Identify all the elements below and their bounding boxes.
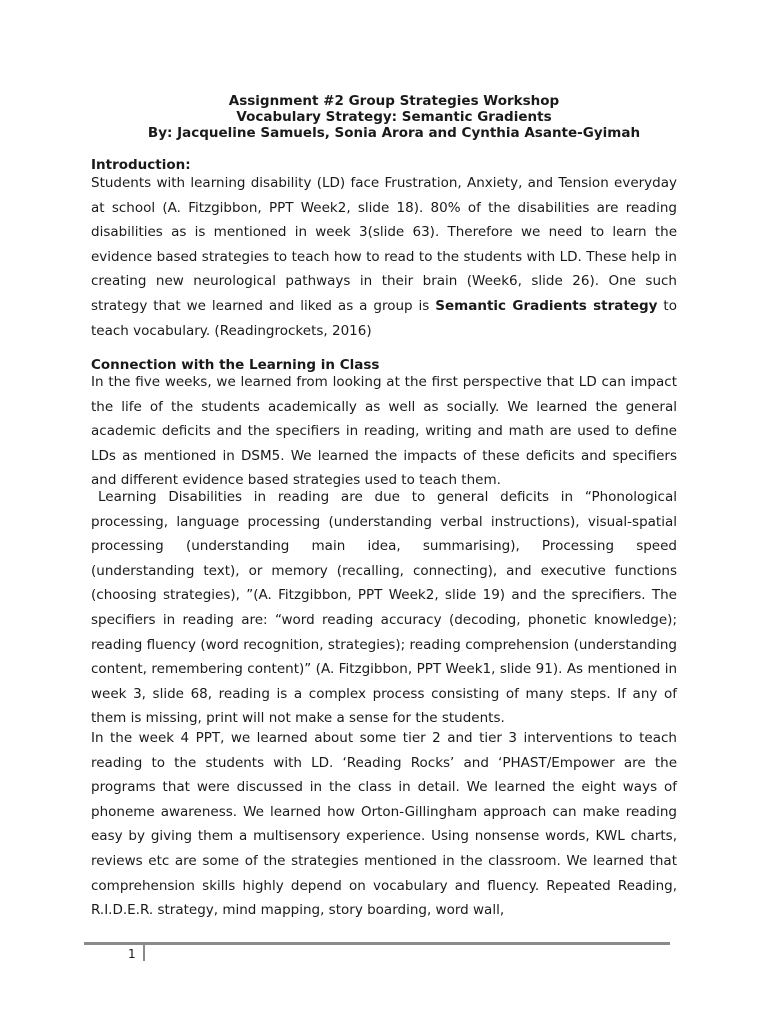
- strategy-title: Vocabulary Strategy: Semantic Gradients: [236, 109, 552, 125]
- connection-paragraph-2: Learning Disabilities in reading are due to general deficits in “Phonological processing, language processing (understanding verbal instructions), visual-spatial processing (understanding main idea, summarising), Processing speed (understanding text), or memory (recalling, connecting), and executive functions (choosing strategies), ”(A. Fitzgibbon, PPT Week2, slide 19) and the sprecifiers. The specifiers in reading are: “word reading accuracy (decoding, phonetic knowledge); reading fluency (word recognition, strategies); reading comprehension (understanding content, remembering content)” (A. Fitzgibbon, PPT Week1, slide 91). As mentioned in week 3, slide 68, reading is a complex process consisting of many steps. If any of them is missing, print will not make a sense for the students.: [91, 489, 677, 727]
- footer-divider: [84, 942, 670, 945]
- connection-paragraph-1: In the five weeks, we learned from looking at the first perspective that LD can impact the life of the students academically as well as socially. We learned the general academic deficits and the specifiers in reading, writing and math are used to define LDs as mentioned in DSM5. We learned the impacts of these deficits and specifiers and different evidence based strategies used to teach them.: [91, 374, 677, 489]
- introduction-heading: Introduction:: [91, 157, 191, 173]
- title-block: [60, 93, 728, 141]
- page-number-separator: [143, 944, 145, 961]
- page-number: 1: [128, 947, 136, 961]
- assignment-title: Assignment #2 Group Strategies Workshop: [228, 93, 560, 109]
- connection-heading: Connection with the Learning in Class: [91, 357, 380, 373]
- introduction-text: Students with learning disability (LD) face Frustration, Anxiety, and Tension everyday at school (A. Fitzgibbon, PPT Week2, slide 18). 80% of the disabilities are reading disabilities as is mentioned in week 3(slide 63). Therefore we need to learn the evidence based strategies to teach how to read to the students with LD. These help in creating new neurological pathways in their brain (Week6, slide 26). One such strategy that we learned and liked as a group is: [91, 175, 677, 314]
- connection-paragraph-3: In the week 4 PPT, we learned about some tier 2 and tier 3 interventions to teach reading to the students with LD. ‘Reading Rocks’ and ‘PHAST/Empower are the programs that were discussed in the class in detail. We learned the eight ways of phoneme awareness. We learned how Orton-Gillingham approach can make reading easy by giving them a multisensory experience. Using nonsense words, KWL charts, reviews etc are some of the strategies mentioned in the classroom. We learned that comprehension skills highly depend on vocabulary and fluency. Repeated Reading, R.I.D.E.R. strategy, mind mapping, story boarding, word wall,: [91, 730, 677, 919]
- authors-line: By: Jacqueline Samuels, Sonia Arora and Cynthia Asante-Gyimah: [147, 125, 641, 141]
- introduction-paragraph: [91, 171, 677, 343]
- introduction-text-end: to teach vocabulary. (Readingrockets, 2016): [91, 297, 677, 339]
- strategy-name-bold: Semantic Gradients strategy: [435, 297, 658, 314]
